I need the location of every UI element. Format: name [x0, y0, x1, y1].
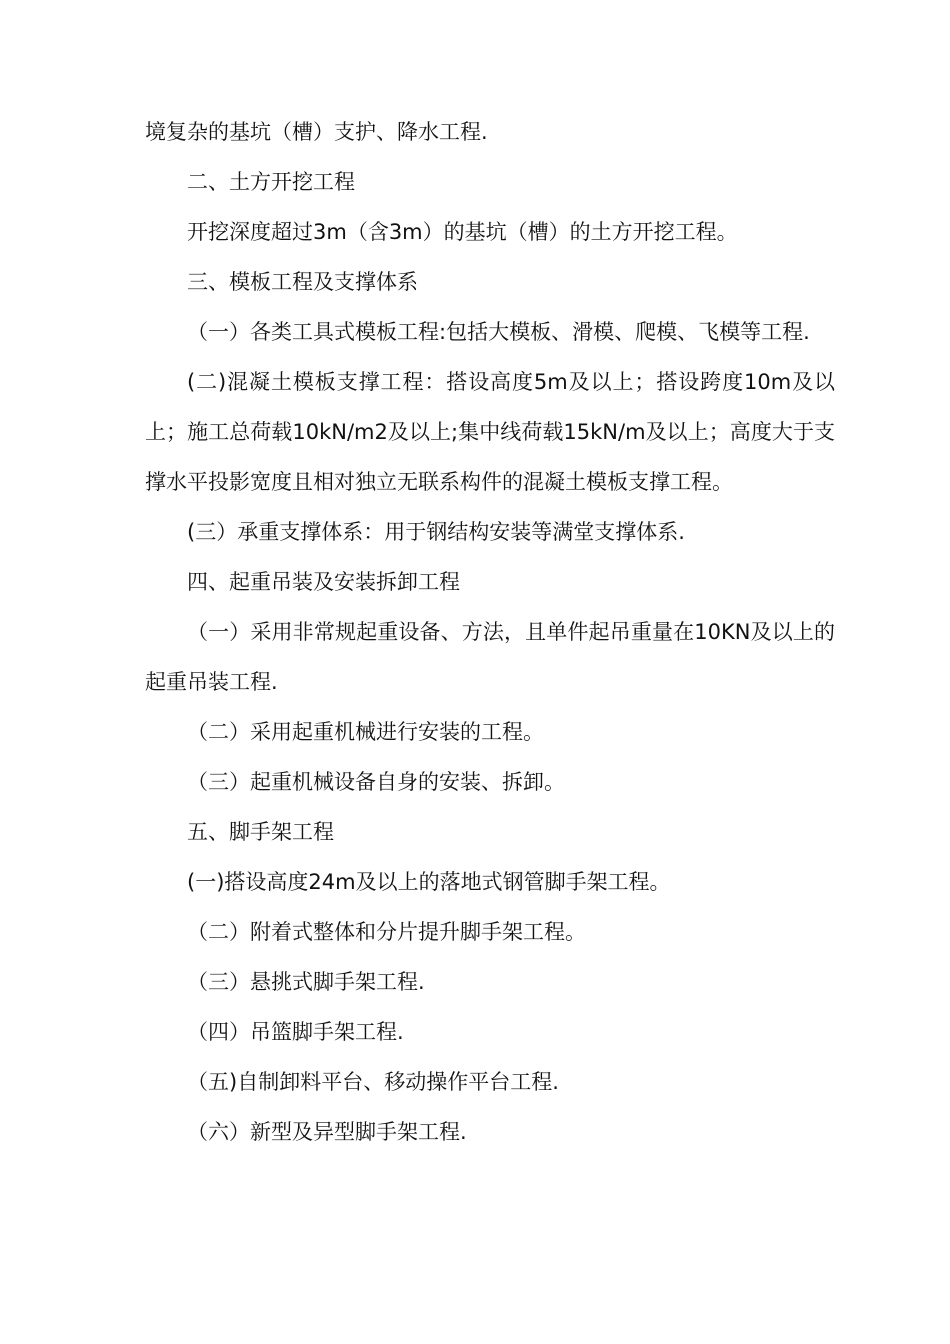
- list-item: （三）起重机械设备自身的安装、拆卸。: [187, 770, 565, 794]
- list-item: (一)搭设高度24m及以上的落地式钢管脚手架工程。: [187, 870, 671, 894]
- section-heading: 三、模板工程及支撑体系: [187, 270, 418, 294]
- list-item: (三）承重支撑体系：用于钢结构安装等满堂支撑体系.: [187, 520, 685, 544]
- list-item: （五)自制卸料平台、移动操作平台工程.: [187, 1070, 559, 1094]
- list-item: （三）悬挑式脚手架工程.: [187, 970, 425, 994]
- list-item: (二)混凝土模板支撑工程：搭设高度5m及以上；搭设跨度10m及以上；施工总荷载10kN/m2及以上;集中线荷载15kN/m及以上；高度大于支撑水平投影宽度且相对独立无联系构件的混凝土模板支撑工程。: [145, 370, 835, 494]
- paragraph: 开挖深度超过3m（含3m）的基坑（槽）的土方开挖工程。: [187, 220, 738, 244]
- list-item: （四）吊篮脚手架工程.: [187, 1020, 404, 1044]
- list-item: （一）各类工具式模板工程:包括大模板、滑模、爬模、飞模等工程.: [187, 320, 810, 344]
- list-item: （六）新型及异型脚手架工程.: [187, 1120, 467, 1144]
- list-item: （二）附着式整体和分片提升脚手架工程。: [187, 920, 586, 944]
- document-body: [145, 107, 835, 1157]
- list-item: （一）采用非常规起重设备、方法，且单件起吊重量在10KN及以上的起重吊装工程.: [145, 620, 835, 694]
- section-heading: 五、脚手架工程: [187, 820, 334, 844]
- section-heading: 二、土方开挖工程: [187, 170, 355, 194]
- list-item: （二）采用起重机械进行安装的工程。: [187, 720, 544, 744]
- section-heading: 四、起重吊装及安装拆卸工程: [187, 570, 460, 594]
- paragraph: 境复杂的基坑（槽）支护、降水工程.: [145, 120, 488, 144]
